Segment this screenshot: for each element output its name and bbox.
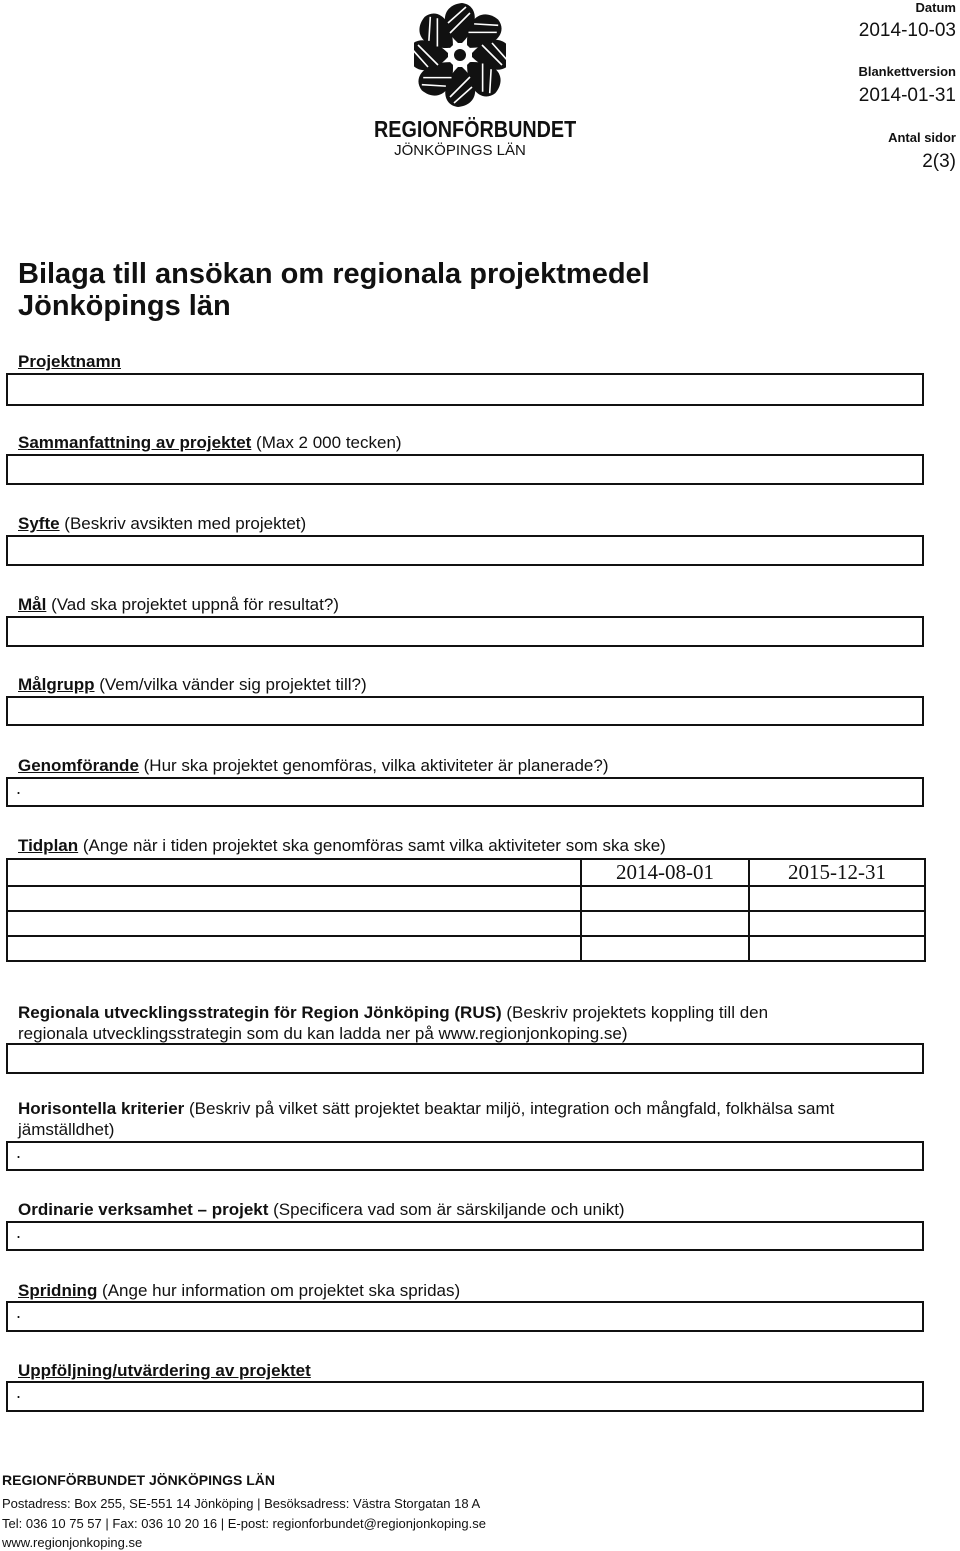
rus-label [18, 1003, 768, 1023]
spridning-heading: Spridning [18, 1281, 98, 1300]
horisontella-field[interactable] [6, 1141, 924, 1171]
horisontella-label [18, 1099, 834, 1119]
genomforande-value: . [16, 778, 22, 798]
malgrupp-heading: Målgrupp [18, 675, 95, 694]
tidplan-end-cell[interactable] [749, 936, 925, 961]
footer-address: Postadress: Box 255, SE-551 14 Jönköping | Besöksadress: Västra Storgatan 18 A [2, 1496, 481, 1511]
horisontella-value: . [16, 1142, 22, 1162]
rus-hint: (Beskriv projektets koppling till den [501, 1003, 769, 1022]
table-row [7, 936, 925, 961]
genomforande-hint: (Hur ska projektet genomföras, vilka aktiviteter är planerade?) [138, 756, 609, 775]
flower-logo-icon [414, 2, 506, 108]
projektnamn-field[interactable] [6, 373, 924, 406]
pages-value: 2(3) [922, 151, 956, 172]
mal-heading: Mål [18, 595, 47, 614]
sammanfattning-heading: Sammanfattning av projektet [18, 433, 252, 452]
uppfoljning-value: . [16, 1382, 22, 1402]
mal-label [18, 595, 339, 615]
org-subtitle: JÖNKÖPINGS LÄN [394, 142, 526, 159]
tidplan-start-cell[interactable] [581, 886, 749, 911]
ordinarie-field[interactable] [6, 1221, 924, 1251]
malgrupp-field[interactable] [6, 696, 924, 726]
tidplan-end-cell[interactable]: 2015-12-31 [749, 859, 925, 886]
table-row [7, 886, 925, 911]
pages-label: Antal sidor [888, 130, 956, 145]
horisontella-hint-line2: jämställdhet) [18, 1120, 115, 1139]
genomforande-field[interactable] [6, 777, 924, 807]
tidplan-activity-cell[interactable] [7, 911, 581, 936]
genomforande-label [18, 756, 609, 776]
org-name: REGIONFÖRBUNDET [374, 116, 577, 142]
tidplan-hint: (Ange när i tiden projektet ska genomföras samt vilka aktiviteter som ska ske) [78, 836, 666, 855]
horisontella-hint: (Beskriv på vilket sätt projektet beaktar miljö, integration och mångfald, folkhälsa samt [184, 1099, 835, 1118]
uppfoljning-heading: Uppföljning/utvärdering av projektet [18, 1361, 311, 1380]
table-row [7, 859, 925, 886]
sammanfattning-label [18, 433, 402, 453]
syfte-heading: Syfte [18, 514, 60, 533]
date-value: 2014-10-03 [858, 20, 956, 41]
tidplan-activity-cell[interactable] [7, 859, 581, 886]
spridning-field[interactable] [6, 1301, 924, 1332]
syfte-label [18, 514, 306, 534]
tidplan-activity-cell[interactable] [7, 936, 581, 961]
sammanfattning-field[interactable] [6, 454, 924, 485]
rus-field[interactable] [6, 1043, 924, 1074]
date-label: Datum [915, 0, 956, 15]
rus-heading: Regionala utvecklingsstrategin för Region Jönköping (RUS) [18, 1003, 502, 1022]
ordinarie-heading: Ordinarie verksamhet – projekt [18, 1200, 269, 1219]
tidplan-start-cell[interactable]: 2014-08-01 [581, 859, 749, 886]
ordinarie-label [18, 1200, 625, 1220]
mal-field[interactable] [6, 616, 924, 647]
spridning-hint: (Ange hur information om projektet ska spridas) [97, 1281, 461, 1300]
malgrupp-hint: (Vem/vilka vänder sig projektet till?) [94, 675, 367, 694]
spridning-label [18, 1281, 460, 1301]
horisontella-heading: Horisontella kriterier [18, 1099, 185, 1118]
tidplan-table [6, 858, 926, 962]
uppfoljning-field[interactable] [6, 1381, 924, 1412]
version-value: 2014-01-31 [858, 85, 956, 106]
malgrupp-label [18, 675, 367, 695]
syfte-hint: (Beskriv avsikten med projektet) [59, 514, 307, 533]
page-title-line2: Jönköpings län [18, 290, 231, 322]
ordinarie-hint: (Specificera vad som är särskiljande och unikt) [268, 1200, 625, 1219]
tidplan-start-cell[interactable] [581, 911, 749, 936]
ordinarie-value: . [16, 1222, 22, 1242]
rus-hint-line2: regionala utvecklingsstrategin som du kan ladda ner på www.regionjonkoping.se) [18, 1024, 628, 1043]
footer-website: www.regionjonkoping.se [2, 1535, 143, 1550]
version-label: Blankettversion [858, 64, 956, 79]
tidplan-label [18, 836, 666, 856]
tidplan-heading: Tidplan [18, 836, 79, 855]
uppfoljning-label [18, 1361, 311, 1381]
projektnamn-label [18, 352, 121, 372]
tidplan-activity-cell[interactable] [7, 886, 581, 911]
projektnamn-heading: Projektnamn [18, 352, 121, 371]
tidplan-end-cell[interactable] [749, 911, 925, 936]
page-title: Bilaga till ansökan om regionala projektmedel [18, 258, 650, 290]
syfte-field[interactable] [6, 535, 924, 566]
footer-contact: Tel: 036 10 75 57 | Fax: 036 10 20 16 | E-post: regionforbundet@regionjonkoping.se [2, 1516, 486, 1531]
mal-hint: (Vad ska projektet uppnå för resultat?) [46, 595, 339, 614]
footer-org-name: REGIONFÖRBUNDET JÖNKÖPINGS LÄN [2, 1472, 276, 1488]
tidplan-end-cell[interactable] [749, 886, 925, 911]
table-row [7, 911, 925, 936]
genomforande-heading: Genomförande [18, 756, 139, 775]
sammanfattning-hint: (Max 2 000 tecken) [251, 433, 402, 452]
spridning-value: . [16, 1302, 22, 1322]
tidplan-start-cell[interactable] [581, 936, 749, 961]
